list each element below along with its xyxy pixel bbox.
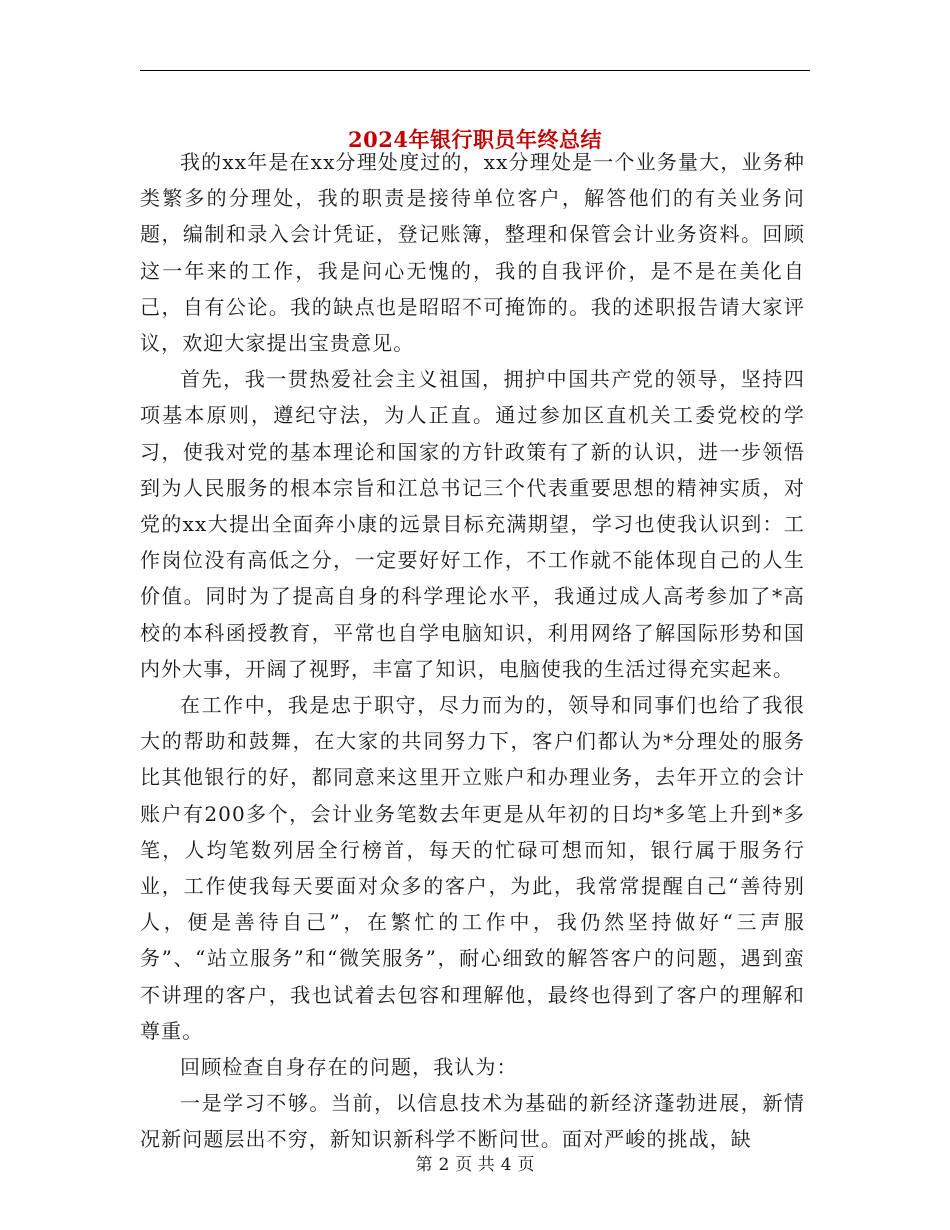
header-rule bbox=[140, 70, 810, 71]
footer-total-pages: 4 bbox=[500, 1155, 512, 1175]
document-body bbox=[140, 144, 805, 1158]
page-footer bbox=[0, 1153, 950, 1177]
paragraph-political: 首先，我一贯热爱社会主义祖国，拥护中国共产党的领导，坚持四项基本原则，遵纪守法，为人正直。通过参加区直机关工委党校的学习，使我对党的基本理论和国家的方针政策有了新的认识，进一步领悟到为人民服务的根本宗旨和江总书记三个代表重要思想的精神实质，对党的xx大提出全面奔小康的远景目标充满期望，学习也使我认识到：工作岗位没有高低之分，一定要好好工作，不工作就不能体现自己的人生价值。同时为了提高自身的科学理论水平，我通过成人高考参加了*高校的本科函授教育，平常也自学电脑知识，利用网络了解国际形势和国内外大事，开阔了视野，丰富了知识，电脑使我的生活过得充实起来。 bbox=[140, 367, 805, 681]
footer-suffix: 页 bbox=[517, 1155, 535, 1175]
footer-prefix: 第 bbox=[415, 1155, 433, 1175]
footer-current-page: 2 bbox=[438, 1155, 450, 1175]
paragraph-work: 在工作中，我是忠于职守，尽力而为的，领导和同事们也给了我很大的帮助和鼓舞，在大家的共同努力下，客户们都认为*分理处的服务比其他银行的好，都同意来这里开立账户和办理业务，去年开立的会计账户有200多个，会计业务笔数去年更是从年初的日均*多笔上升到*多笔，人均笔数列居全行榜首，每天的忙碌可想而知，银行属于服务行业，工作使我每天要面对众多的客户，为此，我常常提醒自己“善待别人，便是善待自己”，在繁忙的工作中，我仍然坚持做好“三声服务”、“站立服务”和“微笑服务”，耐心细致的解答客户的问题，遇到蛮不讲理的客户，我也试着去包容和理解他，最终也得到了客户的理解和尊重。 bbox=[140, 693, 805, 1043]
paragraph-problem-one: 一是学习不够。当前，以信息技术为基础的新经济蓬勃进展，新情况新问题层出不穷，新知识新科学不断问世。面对严峻的挑战，缺 bbox=[140, 1091, 805, 1152]
footer-mid: 页 共 bbox=[455, 1155, 495, 1175]
paragraph-review: 回顾检查自身存在的问题，我认为： bbox=[180, 1055, 518, 1080]
document-title: 2024年银行职员年终总结 bbox=[348, 127, 602, 153]
paragraph-intro: 我的xx年是在xx分理处度过的，xx分理处是一个业务量大，业务种类繁多的分理处，我的职责是接待单位客户，解答他们的有关业务问题，编制和录入会计凭证，登记账簿，整理和保管会计业务资料。回顾这一年来的工作，我是问心无愧的，我的自我评价，是不是在美化自己，自有公论。我的缺点也是昭昭不可掩饰的。我的述职报告请大家评议，欢迎大家提出宝贵意见。 bbox=[140, 150, 805, 356]
